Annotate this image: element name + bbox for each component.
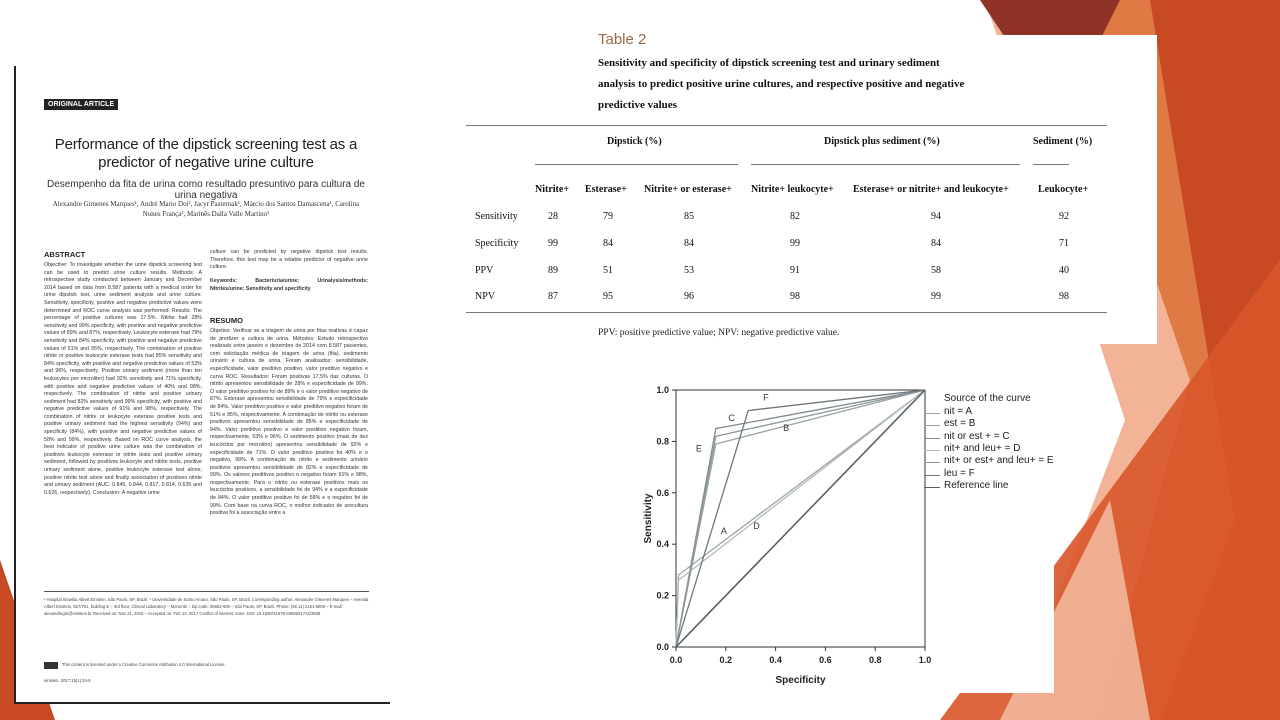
- group-header-dipstick: Dipstick (%): [607, 136, 662, 147]
- abstract-continued: culture can be predicted by negative dipstick test results. Therefore, this test may be a reliable predictor of negative urine culture.: [210, 249, 368, 271]
- cc-license-icon: [44, 662, 58, 669]
- table-cell: 40: [1059, 265, 1069, 276]
- table-cell: 92: [1059, 211, 1069, 222]
- y-tick-label: 0.2: [656, 590, 669, 601]
- table-caption-line: analysis to predict positive urine cultures, and respective positive and negative: [598, 78, 965, 90]
- column-header: Nitrite+: [535, 184, 570, 195]
- x-tick-label: 1.0: [918, 655, 932, 665]
- curve-label: D: [753, 520, 760, 531]
- curve-label: A: [720, 525, 727, 536]
- table-caption-line: Sensitivity and specificity of dipstick screening test and urinary sediment: [598, 57, 940, 69]
- legend-swatch: [924, 438, 940, 439]
- article-footnotes: ¹ Hospital Israelita Albert Einstein, São Paulo, SP, Brazil. ² Universidade de Santo Amaro, São Paulo, SP, Brazil. Corresponding author: Alexandre Gimenes Marques – Avenida Albert Einstein, 627/701, building E – 3rd floor, Clinical Laboratory – Morumbi – Zip code: 05652-900 – São Paulo, SP, Brazil. Phone: (55 11) 2151-5000 – E-mail: alexandregm@einstein.br Received on: Nov 21, 2016 – Accepted on: Feb 13, 2017 Conflict of interest: none. DOI: 10.1590/S1679-45082017AO3936: [44, 597, 369, 617]
- y-axis-label: Sensitivity: [643, 493, 654, 544]
- table-cell: 95: [603, 291, 613, 302]
- legend-item: est = B: [944, 418, 976, 430]
- article-subtitle: Desempenho da fita de urina como resultado presuntivo para cultura de urina negativa: [47, 179, 365, 201]
- column-header: Esterase+ or nitrite+ and leukocyte+: [853, 184, 1009, 195]
- table-caption-line: predictive values: [598, 99, 677, 111]
- group-header-sediment: Sediment (%): [1033, 136, 1093, 147]
- legend-swatch: [924, 462, 940, 463]
- table-cell: 96: [684, 291, 694, 302]
- group-rule: [1033, 164, 1069, 165]
- y-tick-label: 0.0: [656, 642, 669, 652]
- x-tick-label: 0.2: [719, 655, 733, 665]
- table-cell: 53: [684, 265, 694, 276]
- row-label: Sensitivity: [475, 211, 518, 222]
- x-tick-label: 0.0: [669, 655, 683, 665]
- legend-swatch: [924, 475, 940, 476]
- group-rule: [535, 164, 738, 165]
- table-cell: 99: [790, 238, 800, 249]
- legend-swatch: [924, 425, 940, 426]
- row-label: PPV: [475, 265, 494, 276]
- row-label: NPV: [475, 291, 496, 302]
- abstract-text: Objective: To investigate whether the urine dipstick screening test can be used to predict urine culture results. Methods: A retrospective study conducted between January and December 2014 based on data from 8,587 patients with a medical order for urine dipstick test, urine sediment analysis and urine culture. Sensitivity, specificity, positive and negative predictive values were determined and ROC curve analysis was performed. Results: The percentage of positive cultures was 17.5%. Nitrite had 28% sensitivity and 99% specificity, with positive and negative predictive values of 89% and 87%, respectively. Leukocyte esterase had 79% sensitivity and 84% specificity, with positive and negative predictive values of 51% and 95%, respectively. The combination of positive nitrite or positive leukocyte esterase tests had 85% sensitivity and 84% specificity, with positive and negative predictive values of 53% and 96%, respectively. Positive urinary sediment (more than ten leukocytes per microliter) had 92% sensitivity and 71% specificity, with positive and negative predictive values of 40% and 98%, respectively. The combination of nitrite and positive urinary sediment had 82% sensitivity and 99% specificity, with positive and negative predictive values of 91% and 98%, respectively. The combination of nitrite or leukocyte esterase positive tests and positive urinary sediment had the highest sensitivity (94%) and specificity (84%), with positive and negative predictive values of 58% and 99%, respectively. Based on ROC curve analysis, the best indicator of positive urine culture was the combination of positives leukocyte esterase or nitrite tests and positive urinary sediment, followed by positives leukocyte and nitrite tests, positive urinary sediment alone, positive leukocyte esterase test alone, positive nitrite test alone and finally association of positives nitrite and urinary sediment (AUC: 0.845, 0.844, 0.817, 0.814, 0.635 and 0.626, respectively). Conclusion: A negative urine: [44, 262, 202, 496]
- table-cell: 84: [684, 238, 694, 249]
- table-caption: [598, 53, 998, 116]
- table-cell: 28: [548, 211, 558, 222]
- table-top-rule: [466, 125, 1107, 126]
- table-cell: 98: [1059, 291, 1069, 302]
- table-cell: 94: [931, 211, 941, 222]
- curve-label: F: [763, 392, 769, 403]
- table-cell: 91: [790, 265, 800, 276]
- legend-item: Reference line: [944, 479, 1009, 491]
- y-tick-label: 0.4: [656, 539, 669, 550]
- keywords: Keywords: Bacteriuria/urine; Urinalysis/methods; Nitrites/urine; Sensitivity and specificity: [210, 278, 368, 292]
- x-axis-label: Specificity: [775, 675, 826, 686]
- article-page-image: [14, 66, 390, 704]
- column-header: Nitrite+ leukocyte+: [751, 184, 834, 195]
- roc-chart-image: [642, 385, 1054, 693]
- curve-label: C: [728, 412, 735, 423]
- table-cell: 58: [931, 265, 941, 276]
- abstract-heading: ABSTRACT: [44, 250, 86, 259]
- roc-curve: [676, 390, 925, 647]
- table-footnote: PPV: positive predictive value; NPV: negative predictive value.: [598, 328, 840, 338]
- legend-swatch: [924, 450, 940, 451]
- legend-swatch: [924, 487, 940, 488]
- legend-item: nit = A: [944, 406, 973, 417]
- table-cell: 99: [548, 238, 558, 249]
- curve-label: E: [695, 443, 702, 454]
- row-label: Specificity: [475, 238, 519, 249]
- license-text: This content is licensed under a Creative Commons Attribution 4.0 International License.: [62, 662, 226, 667]
- table-cell: 82: [790, 211, 800, 222]
- table-cell: 84: [931, 238, 941, 249]
- column-header: Esterase+: [585, 184, 627, 195]
- x-tick-label: 0.8: [868, 655, 882, 665]
- table-cell: 71: [1059, 238, 1069, 249]
- table-cell: 85: [684, 211, 694, 222]
- legend-item: nit+ or est+ and leu+ = E: [944, 455, 1054, 467]
- table-cell: 89: [548, 265, 558, 276]
- table-bottom-rule: [466, 312, 1107, 313]
- table-cell: 99: [931, 291, 941, 302]
- legend-item: nit+ and leu+ = D: [944, 442, 1021, 454]
- table-image: [466, 31, 1157, 344]
- table-cell: 79: [603, 211, 613, 222]
- x-tick-label: 0.4: [769, 655, 782, 665]
- article-authors: Alexandre Gimenes Marques¹, André Mario Doi², Jacyr Pasternak¹, Márcio dos Santos Damascena¹, Carolina Nunes França², Marinês Dalla Valle Martino¹: [52, 200, 360, 218]
- page-reference: einstein. 2017;15(1):34-9: [44, 678, 91, 683]
- resumo-heading: RESUMO: [210, 316, 243, 325]
- legend-swatch: [924, 413, 940, 414]
- x-tick-label: 0.6: [819, 655, 832, 665]
- legend-item: leu = F: [944, 467, 975, 479]
- legend-item: nit or est + = C: [944, 430, 1010, 442]
- legend-title: Source of the curve: [944, 393, 1031, 404]
- table-cell: 98: [790, 291, 800, 302]
- footnote-divider: [44, 591, 369, 592]
- group-header-dipstick-sediment: Dipstick plus sediment (%): [824, 136, 940, 147]
- table-cell: 84: [603, 238, 613, 249]
- y-tick-label: 1.0: [656, 385, 669, 395]
- y-tick-label: 0.8: [656, 436, 669, 447]
- table-label: Table 2: [598, 31, 647, 48]
- article-type-badge: ORIGINAL ARTICLE: [44, 99, 118, 110]
- article-title: Performance of the dipstick screening test as a predictor of negative urine culture: [54, 136, 358, 171]
- y-tick-label: 0.6: [656, 487, 669, 498]
- table-cell: 51: [603, 265, 613, 276]
- group-rule: [751, 164, 1020, 165]
- resumo-text: Objetivo: Verificar se a triagem de urina por fitas reativas é capaz de predizer a cultura de urina. Métodos: Estudo retrospectivo realizado entre janeiro e dezembro de 2014 com 8.587 pacientes, com solicitação médica de triagem de urina (fita), sedimento urinário e cultura de urina. Foram analisados: sensibilidade, especificidade, valor preditivo positivo, valor preditivo negativo e curva ROC. Resultados: Foram positivas 17,5% das culturas. O nitrito apresentou sensibilidade de 28% e especificidade de 99%. O valor preditivo positivo foi de 89% e o valor preditivo negativo de 87%. Esterase apresentou sensibilidade de 79% e especificidade de 84%. Valor preditivo positivo e valor preditivo negativo foram de 51% e 95%, respectivamente. A combinação de nitrito ou esterase positivos apresentou sensibilidade de 85% e especificidade de 84%. Valor preditivo positivo e valor preditivo negativo foram, respectivamente, 53% e 96%. O sedimento positivo (mais de dez leucócitos por microlitro) apresentou sensibilidade de 92% e especificidade de 71%. O valor preditivo positivo foi 40% e o negativo, 98%. A combinação de nitrito e sedimento urinário positivos apresentou sensibilidade de 82% e especificidade de 99%. Os valores preditivos positivo e negativo foram 91% e 98%, respectivamente. Para o nitrito ou esterase positivos mais os leucócitos positivos, a sensibilidade foi de 94% e a especificidade de 84%. O valor preditivo positivo foi de 58% e o negativo foi de 99%. Com base na curva ROC, o melhor indicador de urocultura positiva foi a associação entre a: [210, 328, 368, 517]
- curve-label: B: [783, 423, 790, 434]
- column-header: Leukocyte+: [1038, 184, 1089, 195]
- column-header: Nitrite+ or esterase+: [644, 184, 732, 195]
- table-cell: 87: [548, 291, 558, 302]
